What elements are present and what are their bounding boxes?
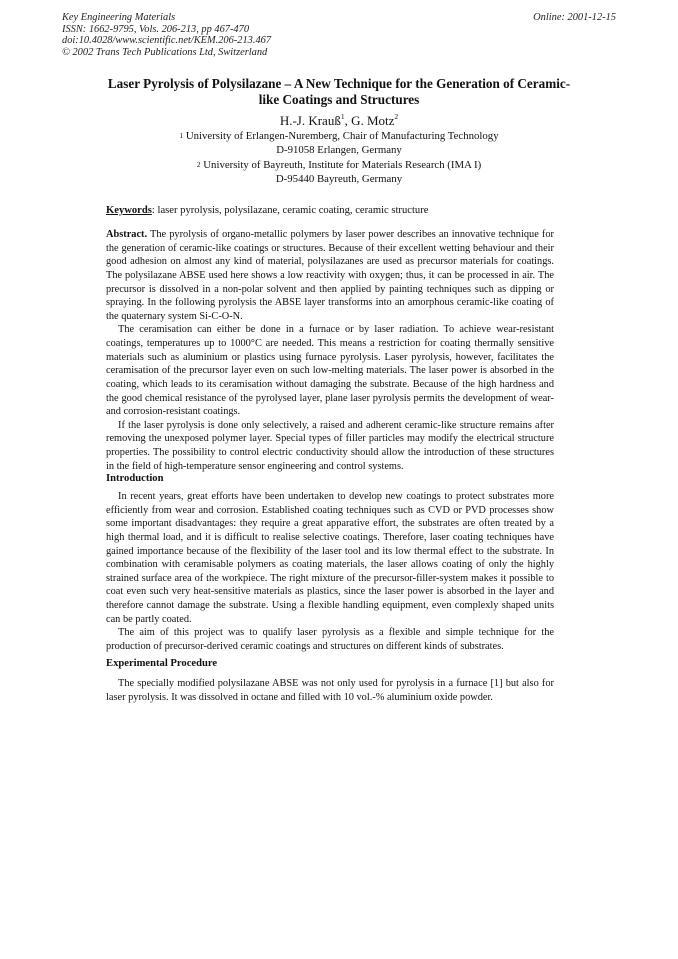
affiliation-2-institution: University of Bayreuth, Institute for Materials Research (IMA I) [203, 159, 482, 171]
keywords-label: Keywords [106, 205, 152, 216]
affiliation-1 [90, 130, 588, 157]
keywords [106, 205, 428, 216]
affiliation-2-mark: 2 [196, 160, 201, 169]
affiliation-1-address: D-91058 Erlangen, Germany [276, 143, 402, 156]
experimental-heading: Experimental Procedure [106, 658, 218, 669]
introduction-paragraph-2: The aim of this project was to qualify laser pyrolysis as a flexible and simple technique for the production of precursor-derived ceramic coatings and structures on different kinds of substrates. [106, 627, 554, 652]
affiliation-2 [90, 159, 588, 186]
author-2: G. Motz [351, 113, 395, 128]
introduction-body [106, 490, 554, 654]
author-separator: , [344, 113, 352, 128]
issn-line: ISSN: 1662-9795, Vols. 206-213, pp 467-470 [62, 23, 250, 35]
introduction-heading: Introduction [106, 473, 164, 484]
copyright-line: © 2002 Trans Tech Publications Ltd, Switzerland [62, 46, 268, 58]
author-1-affil-mark: 1 [340, 112, 345, 121]
keywords-text: laser pyrolysis, polysilazane, ceramic coating, ceramic structure [157, 205, 429, 216]
abstract [106, 228, 554, 473]
abstract-paragraph-1: The pyrolysis of organo-metallic polymers by laser power describes an innovative technique for the generation of ceramic-like coatings or structures. Because of their excellent wetting behaviour and their good adhesion on almost any kind of material, polysilazanes are used as precursor materials for coatings. The polysilazane ABSE used here shows a low reactivity with oxygen; thus, it can be processed in air. The precursor is dissolved in a non-polar solvent and then applied by painting techniques such as dipping or spraying. In the following pyrolysis the ABSE layer transforms into an amorphous ceramic-like coating of the quaternary system Si-C-O-N. [106, 229, 554, 322]
journal-name: Key Engineering Materials [62, 12, 176, 23]
introduction-paragraph-1: In recent years, great efforts have been undertaken to develop new coatings to protect substrates more efficiently from wear and corrosion. Established coating techniques such as CVD or PVD processes show some important disadvantages: they require a great apparative effort, the substrates are often treated by a high thermal load, and it is difficult to realise selective coatings. Therefore, laser coating techniques have gained importance because of the flexibility of the laser tool and its low thermal effect to the substrate. In combination with ceramisable polymers as coating materials, the laser allows coating of only the highly strained surface area of the workpiece. The right mixture of the precursor-filler-system makes it possible to coat even such very heat-sensitive materials as plastics, since the laser power is absorbed in the layer and therefore cannot damage the substrate. Using a flexible handling equipment, even complexly shaped units can be partly coated. [106, 491, 554, 625]
abstract-paragraph-2: The ceramisation can either be done in a furnace or by laser radiation. To achieve wear-resistant coatings, temperatures up to 1000°C are needed. This means a restriction for coating thermally sensitive materials such as aluminium or plastics using furnace pyrolysis. Laser pyrolysis, however, facilitates the ceramisation of the precursor layer even on such low-melting materials. The laser power is absorbed in the coating, which leads to its ceramisation without damaging the substrate. Because of the high hardness and the good chemical resistance of the pyrolysed layer, plane laser pyrolysis permits the development of wear- and corrosion-resistant coatings. [106, 324, 554, 418]
affiliation-1-mark: 1 [179, 131, 184, 140]
abstract-paragraph-3: If the laser pyrolysis is done only selectively, a raised and adherent ceramic-like structure remains after removing the unexposed polymer layer. Special types of filler particles may modify the electrical structure properties. The possibility to control electric conductivity should allow the introduction of these structures in the field of high-temperature sensor engineering and control systems. [106, 419, 554, 472]
experimental-paragraph-1: The specially modified polysilazane ABSE was not only used for pyrolysis in a furnace [1] but also for laser pyrolysis. It was dissolved in octane and filled with 10 vol.-% aluminium oxide powder. [106, 678, 554, 703]
online-date: Online: 2001-12-15 [533, 12, 616, 23]
affiliation-1-institution: University of Erlangen-Nuremberg, Chair of Manufacturing Technology [185, 130, 499, 142]
author-2-affil-mark: 2 [394, 112, 399, 121]
experimental-body [106, 677, 554, 704]
affiliation-2-address: D-95440 Bayreuth, Germany [275, 172, 403, 185]
paper-title: Laser Pyrolysis of Polysilazane – A New Technique for the Generation of Ceramic-like Coatings and Structures [107, 76, 571, 107]
journal-header [62, 12, 271, 58]
abstract-label: Abstract. [106, 229, 148, 240]
keywords-colon: : [151, 205, 155, 216]
authors [100, 113, 578, 129]
author-1: H.-J. Krauß [279, 113, 341, 128]
doi-line[interactable]: doi:10.4028/www.scientific.net/KEM.206-213.467 [62, 35, 272, 47]
